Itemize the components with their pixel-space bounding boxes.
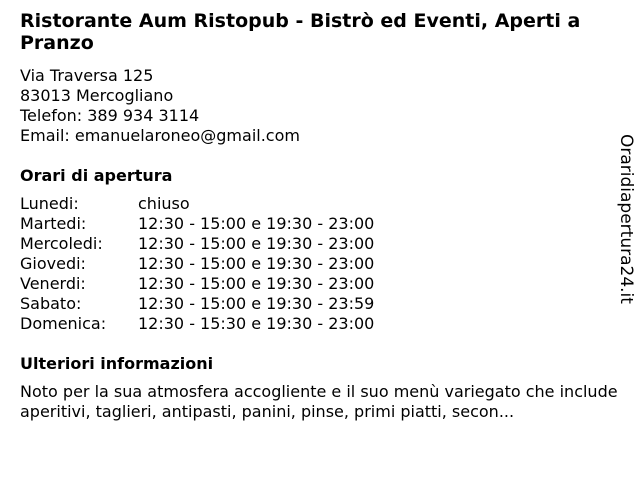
time-value: chiuso xyxy=(138,194,190,213)
time-value: 12:30 - 15:00 e 19:30 - 23:00 xyxy=(138,234,375,253)
day-label: Sabato: xyxy=(20,294,82,313)
city-postal: 83013 Mercogliano xyxy=(20,86,174,105)
day-label: Domenica: xyxy=(20,314,107,333)
hours-row-venerdi xyxy=(20,274,630,294)
time-value: 12:30 - 15:00 e 19:30 - 23:00 xyxy=(138,274,375,293)
address-block xyxy=(20,66,630,146)
day-label: Giovedi: xyxy=(20,254,86,273)
day-label: Martedi: xyxy=(20,214,87,233)
hours-row-domenica xyxy=(20,314,630,334)
street-address: Via Traversa 125 xyxy=(20,66,154,85)
hours-row-giovedi xyxy=(20,254,630,274)
day-label: Venerdi: xyxy=(20,274,86,293)
business-card xyxy=(20,10,630,422)
hours-row-mercoledi xyxy=(20,234,630,254)
email-address: Email: emanuelaroneo@gmail.com xyxy=(20,126,300,145)
hours-row-sabato xyxy=(20,294,630,314)
day-label: Lunedi: xyxy=(20,194,79,213)
hours-heading: Orari di apertura xyxy=(20,166,173,185)
time-value: 12:30 - 15:00 e 19:30 - 23:59 xyxy=(138,294,375,313)
time-value: 12:30 - 15:00 e 19:30 - 23:00 xyxy=(138,214,375,233)
info-description: Noto per la sua atmosfera accogliente e il suo menù variegato che include aperitivi, taglieri, antipasti, panini, pinse, primi piatti, secon... xyxy=(20,382,618,421)
hours-row-lunedi xyxy=(20,194,630,214)
site-brand-watermark: Oraridiapertura24.it xyxy=(616,134,636,304)
business-title: Ristorante Aum Ristopub - Bistrò ed Eventi, Aperti a Pranzo xyxy=(20,10,581,54)
time-value: 12:30 - 15:00 e 19:30 - 23:00 xyxy=(138,254,375,273)
time-value: 12:30 - 15:30 e 19:30 - 23:00 xyxy=(138,314,375,333)
phone-number: Telefon: 389 934 3114 xyxy=(20,106,200,125)
opening-hours-table xyxy=(20,194,630,334)
hours-row-martedi xyxy=(20,214,630,234)
day-label: Mercoledi: xyxy=(20,234,103,253)
info-heading: Ulteriori informazioni xyxy=(20,354,214,373)
